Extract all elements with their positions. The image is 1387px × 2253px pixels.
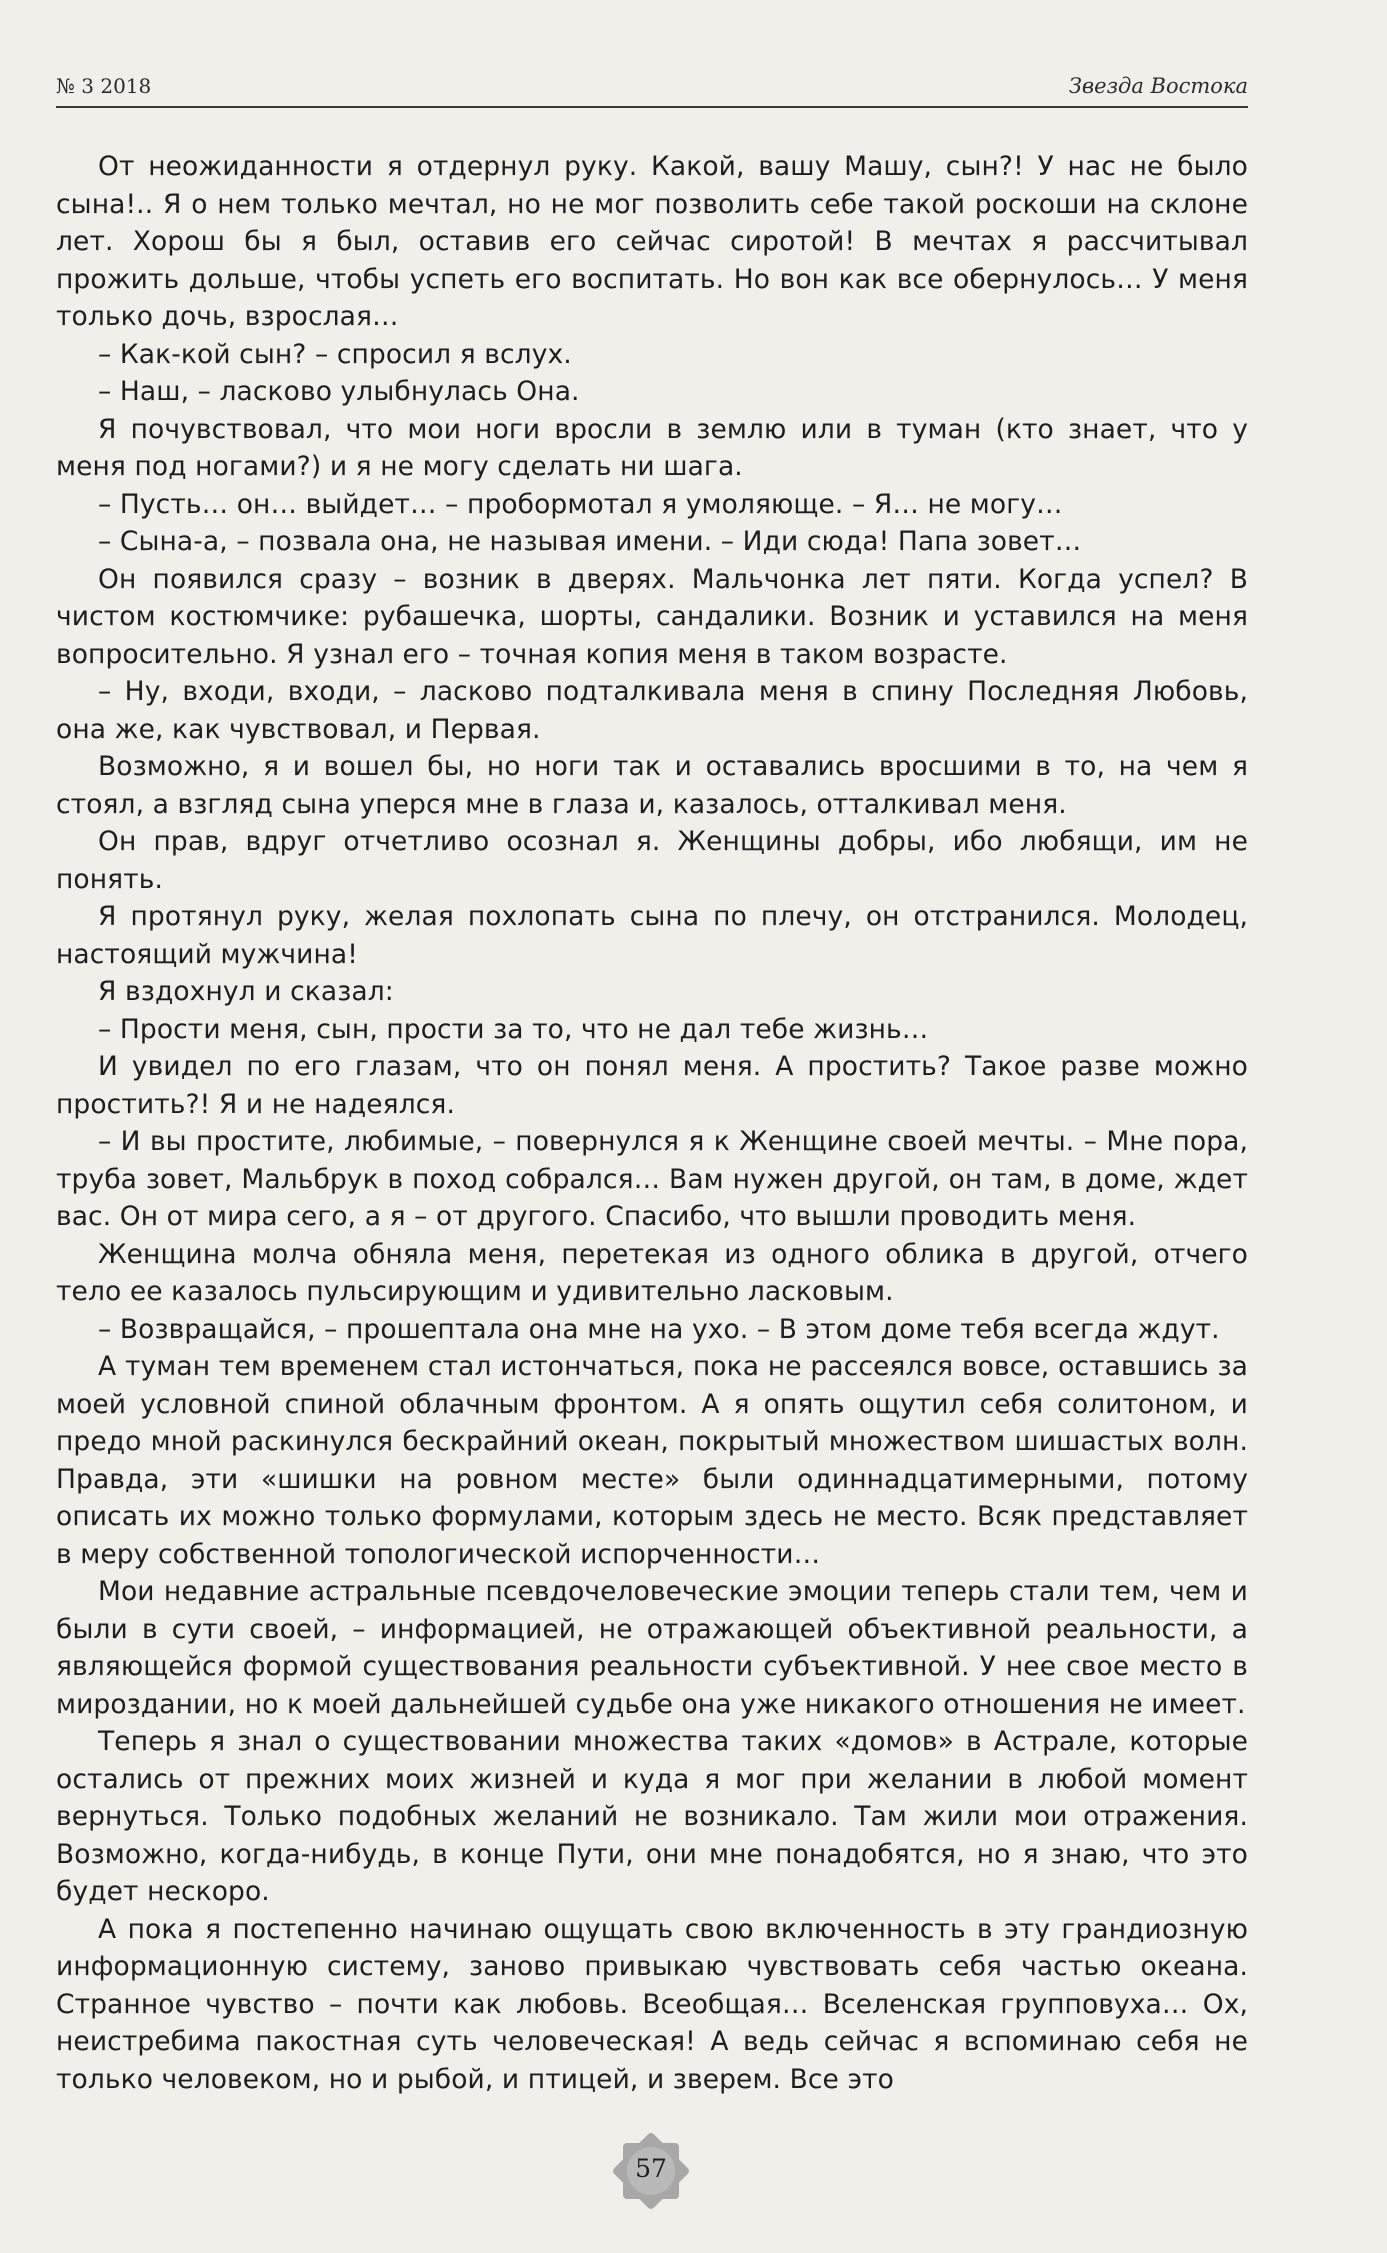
paragraph: – Возвращайся, – прошептала она мне на ухо. – В этом доме тебя всегда ждут. (98, 1313, 1220, 1345)
paragraph: И увидел по его глазам, что он понял меня. А простить? Такое разве можно простить?! Я и не надеялся. (56, 1051, 1248, 1120)
body-text (56, 148, 1248, 2098)
paragraph: – Ну, входи, входи, – ласково подталкивала меня в спину Последняя Любовь, она же, как чувствовал, и Первая. (56, 676, 1248, 745)
paragraph: Он прав, вдруг отчетливо осознал я. Женщины добры, ибо любящи, им не понять. (56, 826, 1248, 895)
paragraph: А туман тем временем стал истончаться, пока не рассеялся вовсе, оставшись за моей условной спиной облачным фронтом. А я опять ощутил себя солитоном, и предо мной раскинулся бескрайний океан, покрытый множеством шишастых волн. Правда, эти «шишки на ровном месте» были одиннадцатимерными, потому описать их можно только формулами, которым здесь не место. Всяк представляет в меру собственной топологической испорченности… (56, 1351, 1248, 1570)
paragraph: Мои недавние астральные псевдочеловеческие эмоции теперь стали тем, чем и были в сути своей, – информацией, не отражающей объективной реальности, а являющейся формой существования реальности субъективной. У нее свое место в мироздании, но к моей дальнейшей судьбе она уже никакого отношения не имеет. (56, 1576, 1248, 1720)
page-number-ornament (610, 2130, 692, 2212)
paragraph: – Наш, – ласково улыбнулась Она. (98, 376, 580, 407)
paragraph: – Как-кой сын? – спросил я вслух. (98, 338, 572, 370)
paragraph: – И вы простите, любимые, – повернулся я к Женщине своей мечты. – Мне пора, труба зовет, Мальбрук в поход собрался… Вам нужен другой, он там, в доме, ждет вас. Он от мира сего, а я – от другого. Спасибо, что вышли проводить меня. (56, 1126, 1248, 1232)
paragraph: Женщина молча обняла меня, перетекая из одного облика в другой, отчего тело ее казалось пульсирующим и удивительно ласковым. (56, 1238, 1248, 1307)
issue-number: № 3 2018 (56, 74, 152, 98)
paragraph: От неожиданности я отдернул руку. Какой, вашу Машу, сын?! У нас не было сына!.. Я о нем только мечтал, но не мог позволить себе такой роскоши на склоне лет. Хорош бы я был, оставив его сейчас сиротой! В мечтах я рассчитывал прожить дольше, чтобы успеть его воспитать. Но вон как все обернулось… У меня только дочь, взрослая… (56, 151, 1248, 332)
paragraph: – Сына-а, – позвала она, не называя имени. – Иди сюда! Папа зовет… (98, 526, 1082, 557)
paragraph: Я почувствовал, что мои ноги вросли в землю или в туман (кто знает, что у меня под ногами?) и я не могу сделать ни шага. (56, 413, 1248, 482)
paragraph: Возможно, я и вошел бы, но ноги так и оставались вросшими в то, на чем я стоял, а взгляд сына уперся мне в глаза и, казалось, отталкивал меня. (56, 751, 1248, 820)
paragraph: Он появился сразу – возник в дверях. Мальчонка лет пяти. Когда успел? В чистом костюмчике: рубашечка, шорты, сандалики. Возник и уставился на меня вопросительно. Я узнал его – точная копия меня в таком возрасте. (56, 563, 1248, 670)
journal-title: Звезда Востока (1068, 74, 1248, 98)
page-number: 57 (635, 2154, 667, 2183)
paragraph: – Прости меня, сын, прости за то, что не дал тебе жизнь… (98, 1013, 929, 1045)
paragraph: Я вздохнул и сказал: (98, 976, 394, 1007)
paragraph: А пока я постепенно начинаю ощущать свою включенность в эту грандиозную информационную систему, заново привыкаю чувствовать себя частью океана. Странное чувство – почти как любовь. Всеобщая… Вселенская групповуха… Ох, неистребима пакостная суть человеческая! А ведь сейчас я вспоминаю себя не только человеком, но и рыбой, и птицей, и зверем. Все это (56, 1913, 1248, 2095)
paragraph: Я протянул руку, желая похлопать сына по плечу, он отстранился. Молодец, настоящий мужчина! (56, 901, 1248, 970)
running-header (56, 66, 1248, 108)
paragraph: – Пусть… он… выйдет… – пробормотал я умоляюще. – Я… не могу… (98, 488, 1063, 520)
paragraph: Теперь я знал о существовании множества таких «домов» в Астрале, которые остались от прежних моих жизней и куда я мог при желании в любой момент вернуться. Только подобных желаний не возникало. Там жили мои отражения. Возможно, когда-нибудь, в конце Пути, они мне понадобятся, но я знаю, что это будет нескоро. (56, 1726, 1248, 1907)
